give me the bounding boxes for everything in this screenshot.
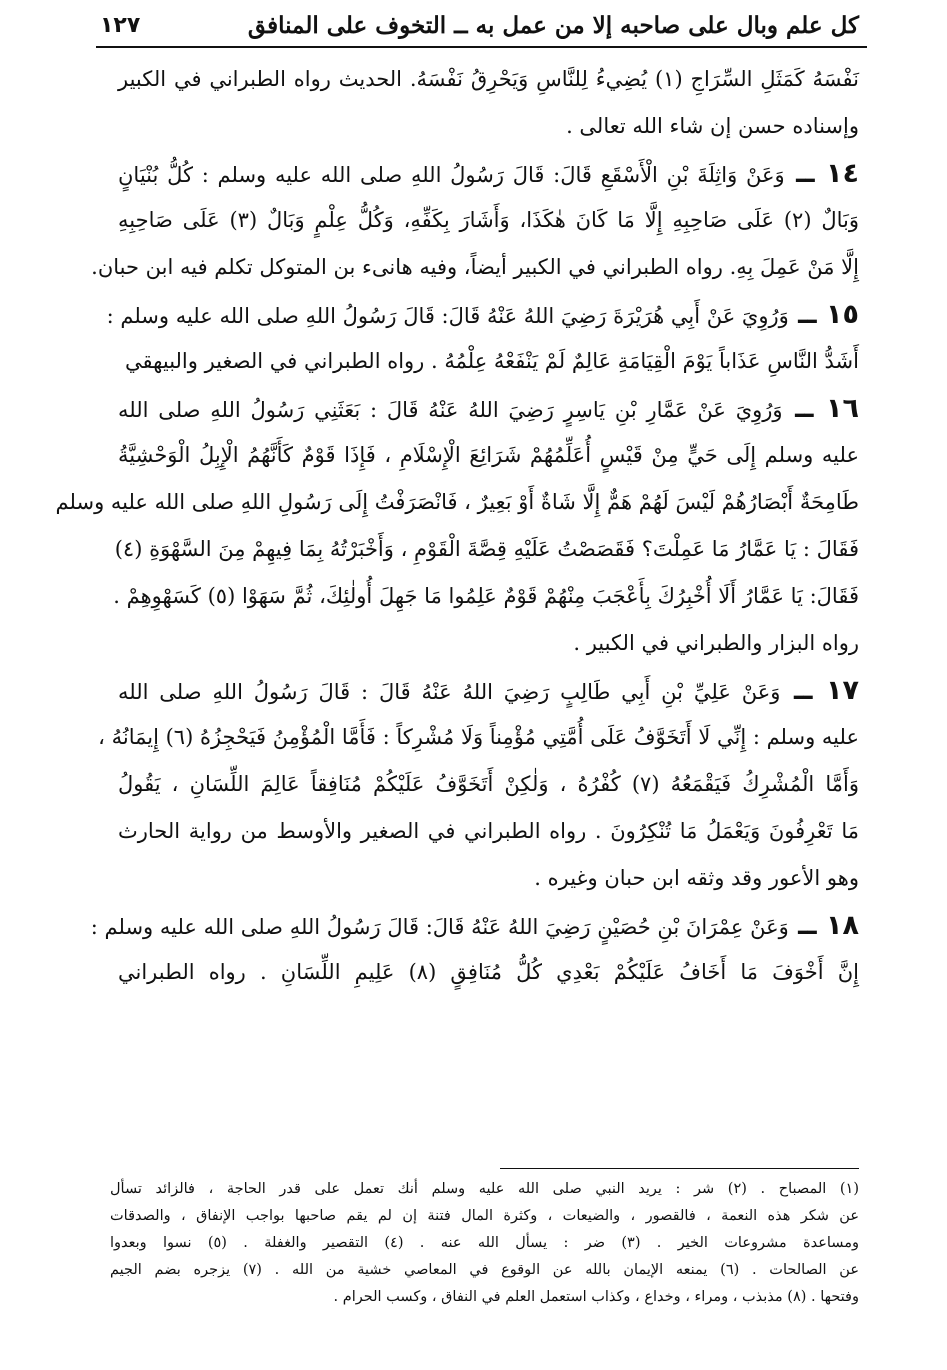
hadith-start-line bbox=[90, 902, 859, 949]
line-text: وَرُوِيَ عَنْ عَمَّارِ بْنِ يَاسِرٍ رَضِيَ اللهُ عَنْهُ قَالَ : بَعَثَنِي رَسُولُ اللهِ صلى الله bbox=[118, 398, 783, 422]
text-line bbox=[118, 432, 859, 479]
line-text: فَقَالَ : يَا عَمَّارُ مَا عَمِلْتَ؟ فَقَصَصْتُ عَلَيْهِ قِصَّةَ الْقَوْمِ ، وَأَخْبَرْتُهُ بِمَا فِيهِمْ مِنَ السَّهْوَةِ (٤) bbox=[114, 537, 859, 561]
text-line bbox=[118, 808, 859, 855]
text-line bbox=[118, 855, 859, 902]
hadith-start-line bbox=[106, 291, 859, 338]
line-text: وَأَمَّا الْمُشْرِكُ فَيَقْمَعُهُ (٧) كُفْرُهُ ، وَلٰكِنْ أَتَخَوَّفُ عَلَيْكُمْ مُنَافِقاً عَالِمَ اللِّسَانِ ، يَقُولُ bbox=[118, 772, 859, 796]
line-text: وهو الأعور وقد وثقه ابن حبان وغيره . bbox=[534, 866, 859, 890]
line-text: نَفْسَهُ كَمَثَلِ السِّرَاجِ (١) يُضِيءُ لِلنَّاسِ وَيَحْرِقُ نَفْسَهُ. الحديث رواه الطبراني في الكبير bbox=[118, 67, 859, 91]
line-text: طَامِحَةٌ أَبْصَارُهُمْ لَيْسَ لَهُمْ هَمٌّ إِلَّا شَاةٌ أَوْ بَعِيرٌ ، فَانْصَرَفْتُ إِلَى رَسُولِ اللهِ صلى الله عليه وسلم bbox=[55, 490, 859, 514]
footnote-line: (١) المصباح . (٢) شر : يريد النبي صلى الله عليه وسلم أنك تعمل على قدر الحاجة ، فالزائد تسأل bbox=[110, 1181, 859, 1197]
line-text: عليه وسلم : إِنِّي لَا أَتَخَوَّفُ عَلَى أُمَّتِي مُؤْمِناً وَلَا مُشْرِكاً : فَأَمَّا الْمُؤْمِنُ فَيَحْجِزُهُ (٦) إِيمَانُهُ ، bbox=[98, 725, 859, 749]
hadith-number: ١٦ ــ bbox=[782, 393, 859, 424]
text-line bbox=[55, 479, 859, 526]
line-text: وإسناده حسن إن شاء الله تعالى . bbox=[566, 114, 859, 138]
header-rule bbox=[96, 46, 867, 48]
line-text: رواه البزار والطبراني في الكبير . bbox=[573, 631, 859, 655]
footnote-line: وفتحها . (٨) مذبذب ، ومراء ، وخداع ، وكذاب استعمل العلم في النفاق ، وكسب الحرام . bbox=[333, 1289, 859, 1305]
hadith-start-line bbox=[118, 667, 859, 714]
text-line bbox=[118, 103, 859, 150]
footnote-line: عن الصالحات . (٦) يمنعه الإيمان بالله عن الوقوع في المعاصي خشية من الله . (٧) يزجره بضم الجيم bbox=[110, 1262, 859, 1278]
text-line bbox=[91, 244, 859, 291]
page-number: ١٢٧ bbox=[100, 12, 141, 38]
line-text: إِنَّ أَخْوَفَ مَا أَخَافُ عَلَيْكُمْ بَعْدِي كُلُّ مُنَافِقٍ (٨) عَلِيمِ اللِّسَانِ . رواه الطبراني bbox=[118, 960, 859, 984]
line-text: مَا تَعْرِفُونَ وَيَعْمَلُ مَا تُنْكِرُونَ . رواه الطبراني في الصغير والأوسط من رواية الحارث bbox=[118, 819, 859, 843]
main-text bbox=[55, 56, 859, 996]
hadith-number: ١٤ ــ bbox=[784, 158, 859, 189]
footnote-line: عن شكر هذه النعمة ، فالقصور ، والضيعات ، وكثرة المال فتنة إن لم يقم صاحبها بواجب الإنفاق ، والصدقات bbox=[110, 1208, 859, 1224]
footnote-line: ومساعدة مشروعات الخير . (٣) ضر : يسأل الله عنه . (٤) التقصير والغفلة . (٥) نسوا وبعدوا bbox=[110, 1235, 859, 1251]
line-text: وَرُوِيَ عَنْ أَبِي هُرَيْرَةَ رَضِيَ اللهُ عَنْهُ قَالَ: قَالَ رَسُولُ اللهِ صلى الله عليه وسلم : bbox=[106, 304, 789, 328]
line-text: وَعَنْ عَلِيِّ بْنِ أَبِي طَالِبٍ رَضِيَ اللهُ عَنْهُ قَالَ : قَالَ رَسُولُ اللهِ صلى الله bbox=[118, 680, 781, 704]
hadith-number: ١٨ ــ bbox=[788, 910, 859, 941]
running-header bbox=[100, 6, 859, 44]
hadith-start-line bbox=[118, 150, 859, 197]
text-line bbox=[118, 620, 859, 667]
header-title: كل علم وبال على صاحبه إلا من عمل به ــ التخوف على المنافق bbox=[247, 11, 859, 39]
line-text: إِلَّا مَنْ عَمِلَ بِهِ. رواه الطبراني في الكبير أيضاً، وفيه هانىء بن المتوكل تكلم فيه ابن حبان. bbox=[91, 255, 859, 279]
hadith-number: ١٧ ــ bbox=[780, 675, 859, 706]
footnotes bbox=[110, 1176, 859, 1311]
text-line bbox=[118, 761, 859, 808]
line-text: وَعَنْ عِمْرَانَ بْنِ حُصَيْنٍ رَضِيَ اللهُ عَنْهُ قَالَ: قَالَ رَسُولُ اللهِ صلى الله عليه وسلم : bbox=[90, 915, 789, 939]
hadith-start-line bbox=[118, 385, 859, 432]
footnote-rule bbox=[500, 1168, 859, 1169]
text-line bbox=[118, 197, 859, 244]
hadith-number: ١٥ ــ bbox=[788, 299, 859, 330]
line-text: عليه وسلم إِلَى حَيٍّ مِنْ قَيْسٍ أُعَلِّمُهُمْ شَرَائِعَ الْإِسْلَامِ ، فَإِذَا قَوْمٌ كَأَنَّهُمُ الْإِبِلُ الْوَحْشِيَّةُ bbox=[118, 443, 859, 467]
line-text: وَعَنْ وَاثِلَةَ بْنِ الْأَسْقَعِ قَالَ: قَالَ رَسُولُ اللهِ صلى الله عليه وسلم : كُلُّ بُنْيَانٍ bbox=[118, 163, 785, 187]
line-text: أَشَدُّ النَّاسِ عَذَاباً يَوْمَ الْقِيَامَةِ عَالِمٌ لَمْ يَنْفَعْهُ عِلْمُهُ . رواه الطبراني في الصغير والبيهقي bbox=[125, 349, 859, 373]
text-line bbox=[98, 714, 859, 761]
text-line bbox=[118, 338, 859, 385]
line-text: فَقَالَ: يَا عَمَّارُ أَلَا أُخْبِرُكَ بِأَعْجَبَ مِنْهُمْ قَوْمٌ عَلِمُوا مَا جَهِلَ أُولٰئِكَ، ثُمَّ سَهَوْا (٥) كَسَهْوِهِمْ . bbox=[113, 584, 859, 608]
line-text: وَبَالٌ (٢) عَلَى صَاحِبِهِ إِلَّا مَا كَانَ هٰكَذَا، وَأَشَارَ بِكَفِّهِ، وَكُلُّ عِلْمٍ وَبَالٌ (٣) عَلَى صَاحِبِهِ bbox=[118, 208, 859, 232]
text-line bbox=[118, 56, 859, 103]
text-line bbox=[118, 949, 859, 996]
text-line bbox=[113, 573, 859, 620]
text-line bbox=[114, 526, 859, 573]
